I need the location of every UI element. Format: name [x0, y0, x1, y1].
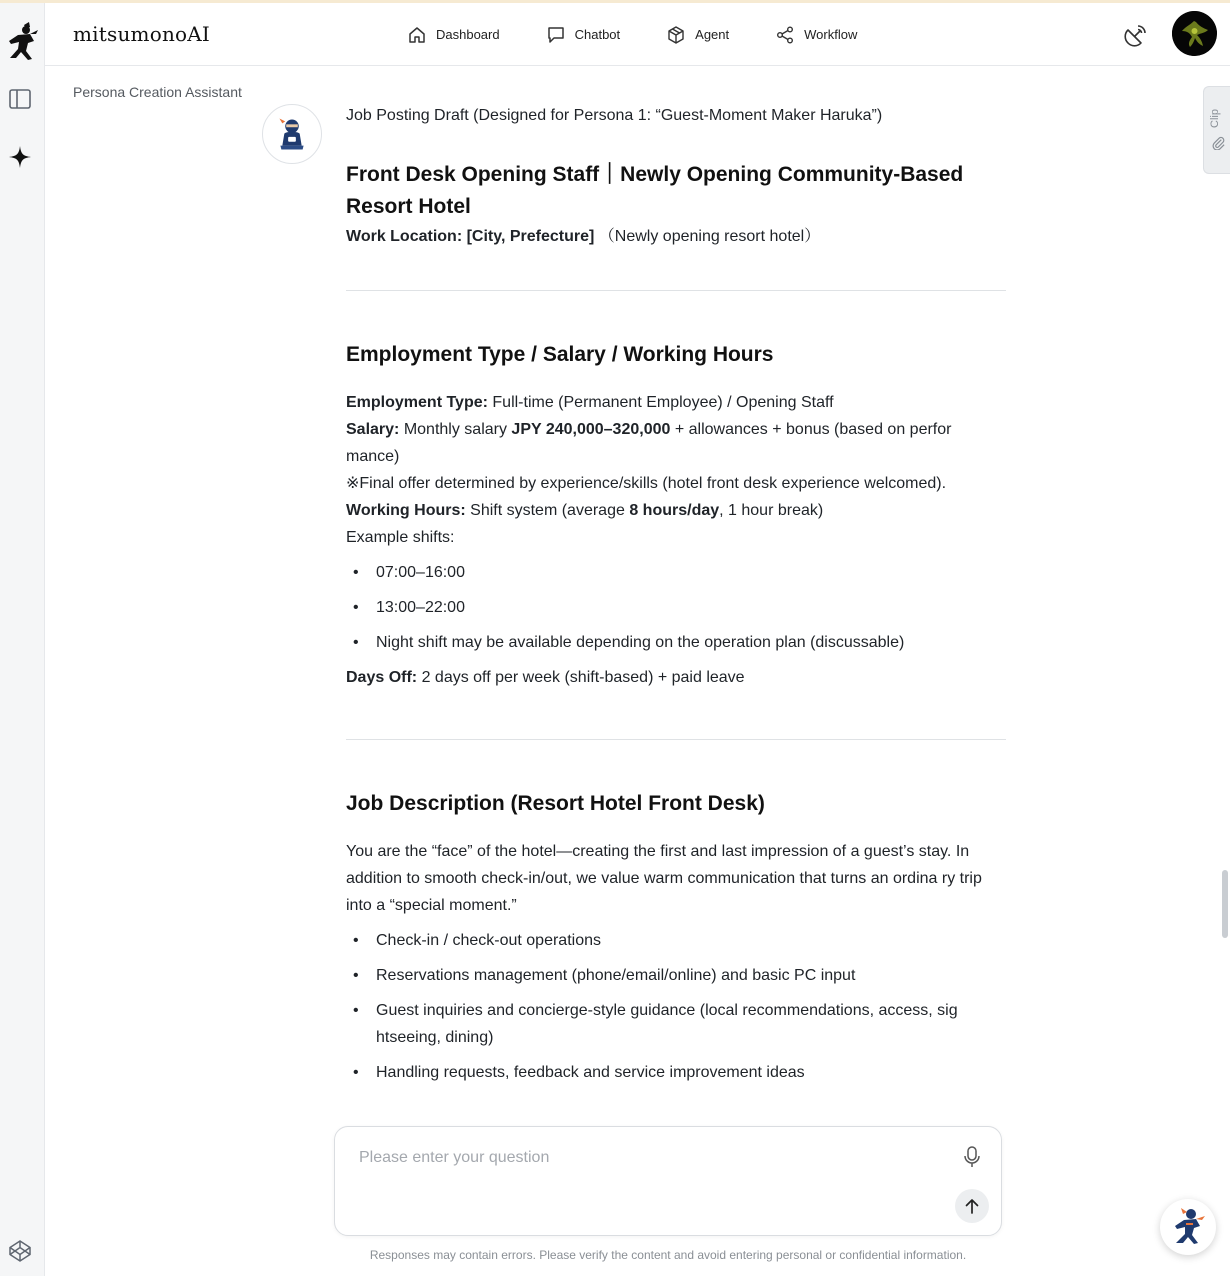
- question-input[interactable]: [359, 1149, 939, 1167]
- list-item: • Handling requests, feedback and service improvement ideas: [346, 1059, 1006, 1086]
- cube-icon: [666, 25, 686, 45]
- employment-type-value: Full-time (Permanent Employee) / Opening Staff: [487, 394, 834, 411]
- working-hours-pre: Shift system (average: [465, 502, 630, 519]
- divider: [346, 739, 1006, 740]
- list-item: • 07:00–16:00: [346, 559, 1006, 586]
- employment-type-label: Employment Type:: [346, 394, 488, 411]
- main-nav: [407, 3, 903, 66]
- nav-agent-label: Agent: [695, 27, 730, 42]
- list-item: • Reservations management (phone/email/online) and basic PC input: [346, 962, 1006, 989]
- top-header: [45, 3, 1230, 66]
- home-icon: [407, 25, 427, 45]
- shift-list: [346, 559, 1006, 656]
- section-heading-employment: Employment Type / Salary / Working Hours: [346, 343, 774, 366]
- brand-name[interactable]: mitsumonoAI: [73, 22, 211, 46]
- bot-avatar: [262, 104, 322, 164]
- salary-amount: JPY 240,000–320,000: [511, 421, 671, 438]
- list-item: • Guest inquiries and concierge-style guidance (local recommendations, access, sig htseeing, dining): [346, 997, 1006, 1051]
- work-location-label: Work Location: [City, Prefecture]: [346, 228, 595, 245]
- assistant-name: Persona Creation Assistant: [73, 84, 242, 100]
- left-sidebar: [0, 3, 45, 1276]
- salary-note: ※Final offer determined by experience/skills (hotel front desk experience welcomed).: [346, 475, 947, 492]
- salary-post: + allowances + bonus (based on perfor mance): [346, 421, 952, 465]
- shifts-label: Example shifts:: [346, 529, 455, 546]
- employment-type: [346, 389, 1006, 416]
- work-location-value: （Newly opening resort hotel）: [598, 228, 821, 245]
- nav-agent[interactable]: [666, 25, 729, 45]
- satellite-icon[interactable]: [1122, 23, 1148, 49]
- microphone-icon[interactable]: [961, 1145, 983, 1169]
- divider: [346, 290, 1006, 291]
- sparkle-icon[interactable]: [8, 145, 32, 169]
- work-location: [346, 223, 1006, 250]
- chat-bubble-icon: [546, 25, 566, 45]
- section-heading-job-description: Job Description (Resort Hotel Front Desk): [346, 792, 765, 815]
- days-off: [346, 664, 1006, 691]
- clip-tab[interactable]: [1203, 86, 1230, 174]
- working-hours: [346, 497, 1006, 524]
- posting-title: Front Desk Opening Staff｜Newly Opening Community-Based Resort Hotel: [346, 163, 964, 218]
- list-item: • 13:00–22:00: [346, 594, 1006, 621]
- send-button[interactable]: [955, 1189, 989, 1223]
- nav-chatbot[interactable]: [546, 25, 621, 45]
- days-off-value: 2 days off per week (shift-based) + paid leave: [417, 669, 745, 686]
- clip-label: Clip: [1209, 109, 1221, 128]
- scrollbar-thumb[interactable]: [1222, 870, 1228, 938]
- working-hours-label: Working Hours:: [346, 502, 466, 519]
- days-off-label: Days Off:: [346, 669, 418, 686]
- arrow-up-icon: [963, 1197, 981, 1215]
- floating-assistant-button[interactable]: [1160, 1199, 1216, 1255]
- job-description-text: You are the “face” of the hotel—creating the first and last impression of a guest’s stay. In addition to smooth check-in/out, we value warm communication that turns an ordina ry trip into a “special moment.”: [346, 843, 982, 914]
- chat-composer: [334, 1126, 1002, 1236]
- nav-workflow-label: Workflow: [804, 27, 858, 42]
- list-item: • Check-in / check-out operations: [346, 927, 1006, 954]
- panel-toggle-icon[interactable]: [9, 89, 31, 109]
- nav-workflow[interactable]: [775, 25, 857, 45]
- disclaimer-text: Responses may contain errors. Please verify the content and avoid entering personal or confidential information.: [369, 1248, 967, 1262]
- codepen-icon[interactable]: [8, 1239, 32, 1263]
- working-hours-bold: 8 hours/day: [629, 502, 720, 519]
- salary-pre: Monthly salary: [399, 421, 512, 438]
- user-avatar[interactable]: [1172, 11, 1217, 56]
- duty-list: [346, 927, 1006, 1086]
- salary: [346, 416, 1006, 470]
- assistant-message: [346, 102, 1006, 1120]
- share-nodes-icon: [775, 25, 795, 45]
- salary-label: Salary:: [346, 421, 400, 438]
- message-intro: Job Posting Draft (Designed for Persona 1: “Guest-Moment Maker Haruka”): [346, 107, 883, 124]
- ninja-logo-icon[interactable]: [4, 21, 40, 61]
- nav-dashboard-label: Dashboard: [436, 27, 500, 42]
- ninja-mascot-icon: [1160, 1199, 1216, 1255]
- paperclip-icon: [1211, 135, 1226, 150]
- list-item: • Night shift may be available depending on the operation plan (discussable): [346, 629, 1006, 656]
- nav-dashboard[interactable]: [407, 25, 500, 45]
- nav-chatbot-label: Chatbot: [574, 27, 621, 42]
- working-hours-post: , 1 hour break): [719, 502, 824, 519]
